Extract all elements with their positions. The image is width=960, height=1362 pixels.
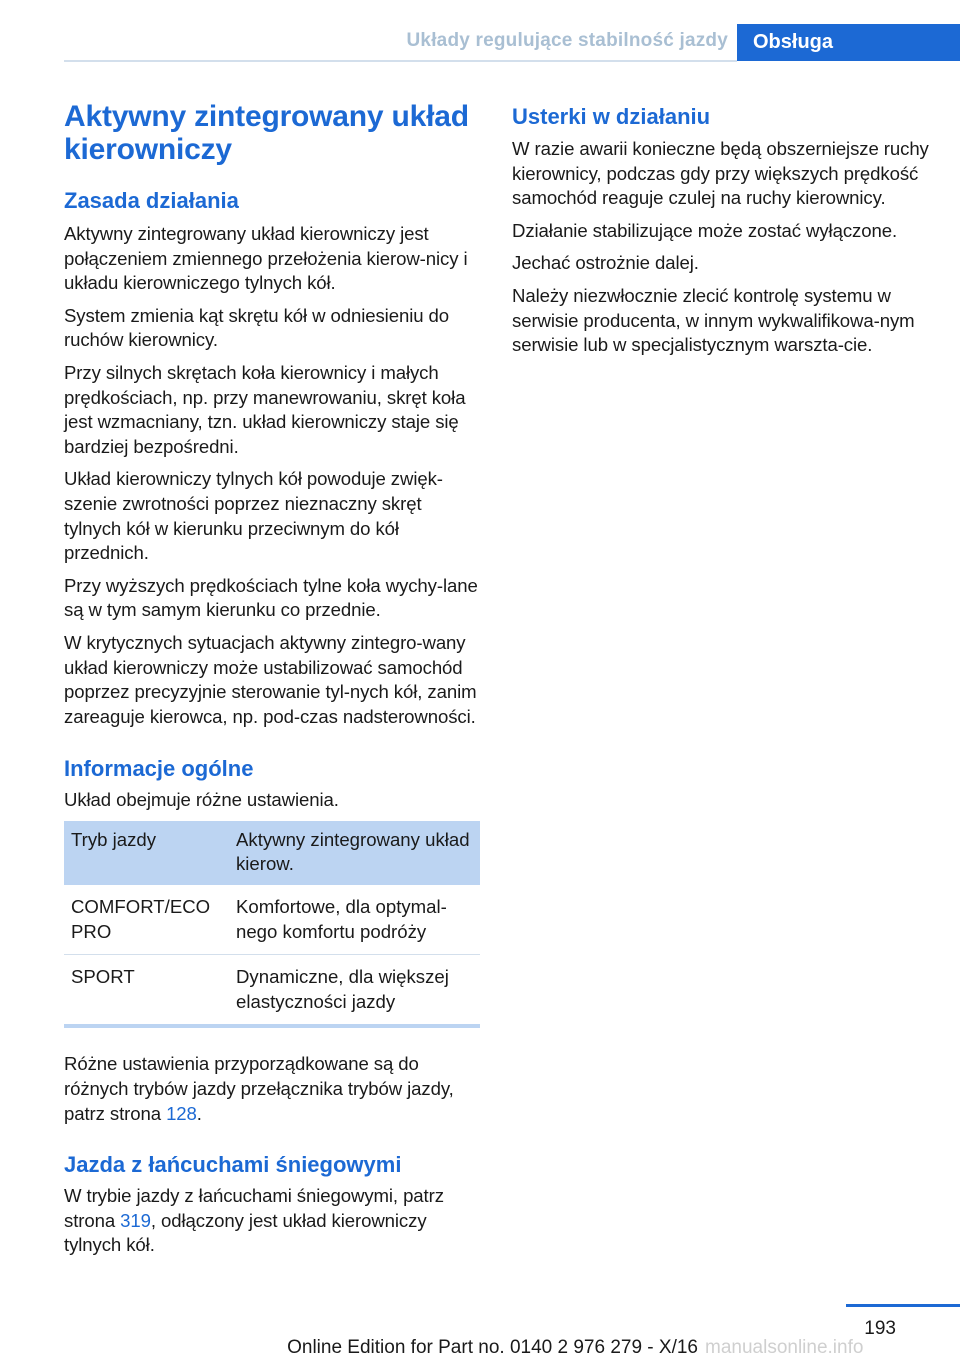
table-row (64, 885, 480, 955)
malfunction-paragraph: Należy niezwłocznie zlecić kontrolę systemu w serwisie producenta, w innym wykwalifikowa-nym serwisie lub w specjalistycznym warszta-cie. (512, 284, 915, 356)
watermark: manualsonline.info (705, 1337, 864, 1358)
principle-heading: Zasada działania (64, 188, 239, 213)
principle-paragraph: Układ kierowniczy tylnych kół powoduje zwięk-szenie zwrotności poprzez nieznaczny skręt tylnych kół w kierunku przeciwnym do kół przednich. (64, 468, 443, 564)
column-header-steering: Aktywny zintegrowany układ kierow. (229, 821, 480, 885)
table-header-row (64, 821, 480, 885)
header-divider (64, 60, 737, 62)
table-row (64, 955, 480, 1025)
page-title: Aktywny zintegrowany układ kierowniczy (64, 100, 469, 166)
general-heading: Informacje ogólne (64, 756, 254, 782)
column-header-mode: Tryb jazdy (64, 821, 229, 885)
page-link-128[interactable]: 128 (166, 1102, 197, 1124)
footer-accent-rule (846, 1304, 960, 1307)
table-cell-steering: Komfortowe, dla optymal-nego komfortu podróży (229, 885, 480, 955)
principle-paragraph: Przy wyższych prędkościach tylne koła wychy-lane są w tym samym kierunku co przednie. (64, 574, 478, 621)
general-intro: Układ obejmuje różne ustawienia. (64, 789, 339, 811)
right-column (512, 104, 932, 358)
table-cell-mode: COMFORT/ECO PRO (64, 885, 229, 955)
malfunction-paragraph: Jechać ostrożnie dalej. (512, 252, 699, 274)
malfunction-paragraph: Działanie stabilizujące może zostać wyłączone. (512, 219, 898, 241)
snow-chains-text-end: , odłączony jest układ kierowniczy tylnych kół. (64, 1209, 427, 1256)
snow-chains-text-start: W trybie jazdy z łańcuchami śniegowymi, patrz strona (64, 1185, 444, 1231)
section-breadcrumb: Układy regulujące stabilność jazdy (406, 30, 728, 51)
settings-note (64, 1052, 482, 1126)
left-column (64, 100, 482, 1258)
snow-chains-text (64, 1184, 482, 1258)
malfunction-heading: Usterki w działaniu (512, 104, 711, 129)
settings-table (64, 821, 480, 1025)
malfunction-paragraph: W razie awarii konieczne będą obszerniejsze ruchy kierownicy, podczas gdy przy większych prędkość samochód reaguje czulej na ruchy kierownicy. (512, 138, 929, 209)
settings-note-end: . (196, 1102, 202, 1124)
page-number: 193 (864, 1318, 896, 1339)
principle-paragraph: W krytycznych sytuacjach aktywny zintegro-wany układ kierowniczy może ustabilizować samochód poprzez precyzyjnie sterowanie tyl-nych kół, zanim zareaguje kierowca, np. pod-czas nadsterowności. (64, 631, 477, 727)
settings-note-text: Różne ustawienia przyporządkowane są do różnych trybów jazdy przełącznika trybów jazdy, patrz strona (64, 1053, 454, 1124)
table-cell-mode: SPORT (71, 966, 135, 988)
principle-paragraph: Aktywny zintegrowany układ kierowniczy jest połączeniem zmiennego przełożenia kierow-nicy i układu kierowniczego tylnych kół. (64, 223, 468, 294)
principle-paragraph: Przy silnych skrętach koła kierownicy i małych prędkościach, np. przy manewrowaniu, skręt koła jest wzmacniany, tzn. układ kierowniczy staje się bardziej bezpośredni. (64, 361, 466, 457)
principle-paragraph: System zmienia kąt skrętu kół w odniesieniu do ruchów kierownicy. (64, 304, 450, 351)
edition-footer: Online Edition for Part no. 0140 2 976 279 - X/16 (287, 1337, 698, 1358)
chapter-tab[interactable]: Obsługa (737, 24, 960, 61)
snow-chains-heading: Jazda z łańcuchami śniegowymi (64, 1152, 402, 1178)
table-bottom-rule (64, 1024, 480, 1028)
page-link-319[interactable]: 319 (120, 1209, 151, 1231)
table-cell-steering: Dynamiczne, dla większej elastyczności jazdy (236, 966, 449, 1012)
